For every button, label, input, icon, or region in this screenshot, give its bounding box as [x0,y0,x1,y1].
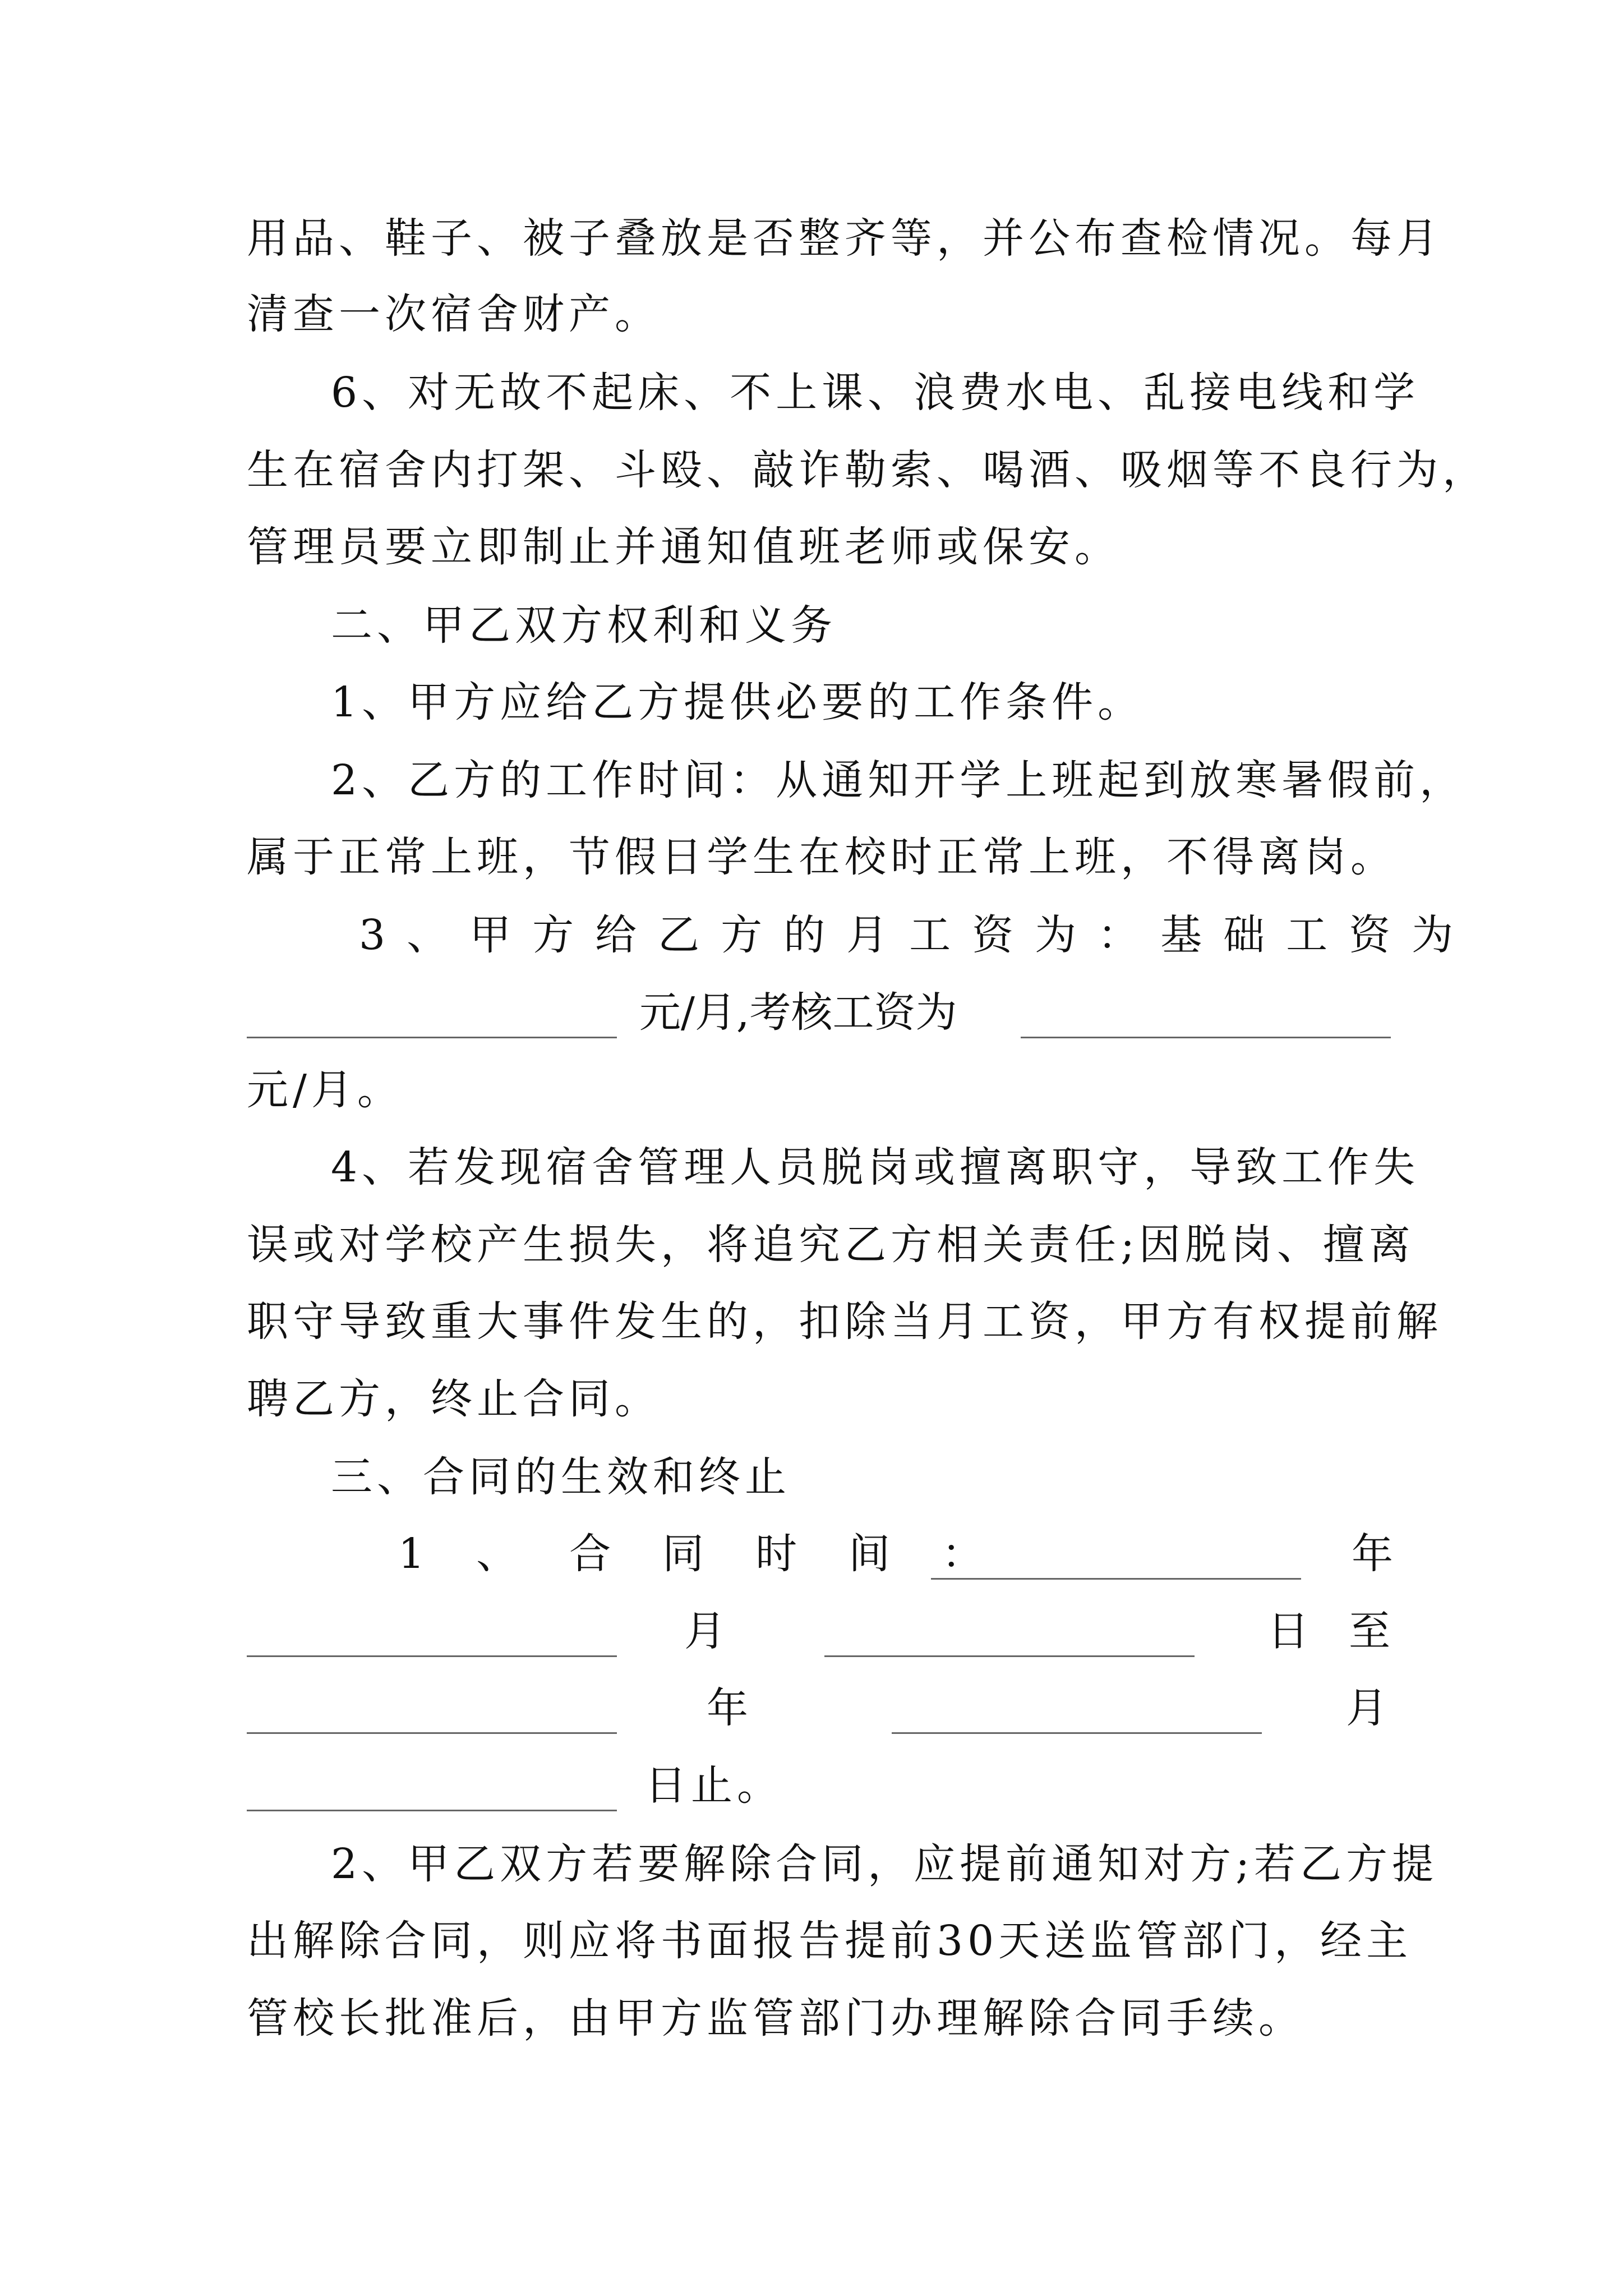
paragraph-line: 清查一次宿舍财产。 [247,290,661,338]
paragraph-line: 1、甲方应给乙方提供必要的工作条件。 [331,678,1144,726]
paragraph-line: 聘乙方，终止合同。 [247,1375,661,1423]
paragraph-line: 4、若发现宿舍管理人员脱岗或擅离职守，导致工作失 [331,1143,1420,1191]
salary-unit-label: 元/月,考核工资为 [639,988,957,1037]
paragraph-line: 生在宿舍内打架、斗殴、敲诈勒索、喝酒、吸烟等不良行为， [247,446,1488,494]
paragraph-line: 误或对学校产生损失，将追究乙方相关责任;因脱岗、擅离 [247,1221,1415,1269]
end-label: 日止。 [645,1761,783,1810]
contract-period-row-3 [247,1677,1391,1739]
paragraph-line: 2、乙方的工作时间：从通知开学上班起到放寒暑假前， [331,756,1466,804]
end-month-blank[interactable] [892,1693,1262,1734]
end-year-blank[interactable] [247,1693,617,1734]
month-label: 月 [684,1607,726,1655]
contract-period-label: 1、合同时间： [398,1530,1035,1578]
salary-clause-line: 3、甲方给乙方的月工资为：基础工资为 [359,911,1475,959]
year-label: 年 [1352,1530,1393,1578]
contract-period-row-2 [247,1600,1391,1662]
paragraph-line: 管理员要立即制止并通知值班老师或保安。 [247,523,1121,571]
paragraph-line: 出解除合同，则应将书面报告提前30天送监管部门，经主 [247,1917,1413,1965]
salary-blank-row [247,982,1391,1043]
paragraph-line: 管校长批准后，由甲方监管部门办理解除合同手续。 [247,1994,1304,2042]
day-label: 日 [1267,1607,1309,1655]
section-heading: 二、甲乙双方权利和义务 [331,601,837,650]
start-month-blank[interactable] [247,1616,617,1657]
start-day-blank[interactable] [824,1616,1195,1657]
paragraph-line: 属于正常上班，节假日学生在校时正常上班，不得离岗。 [247,833,1396,881]
paragraph-line: 6、对无故不起床、不上课、浪费水电、乱接电线和学 [331,369,1420,417]
section-heading: 三、合同的生效和终止 [331,1453,791,1501]
start-year-blank[interactable] [931,1539,1301,1580]
paragraph-line: 职守导致重大事件发生的，扣除当月工资，甲方有权提前解 [247,1297,1442,1346]
end-day-blank[interactable] [247,1770,617,1811]
contract-period-row-1 [247,1523,1391,1585]
paragraph-line: 用品、鞋子、被子叠放是否整齐等，并公布查检情况。每月 [247,214,1442,263]
paragraph-line: 2、甲乙双方若要解除合同，应提前通知对方;若乙方提 [331,1840,1438,1888]
to-label: 至 [1349,1607,1390,1655]
paragraph-line: 元/月。 [247,1066,403,1114]
contract-period-row-4 [247,1755,1391,1816]
year-label: 年 [707,1684,748,1732]
assessment-salary-blank[interactable] [1021,997,1391,1038]
base-salary-blank[interactable] [247,997,617,1038]
month-label: 月 [1346,1684,1387,1732]
